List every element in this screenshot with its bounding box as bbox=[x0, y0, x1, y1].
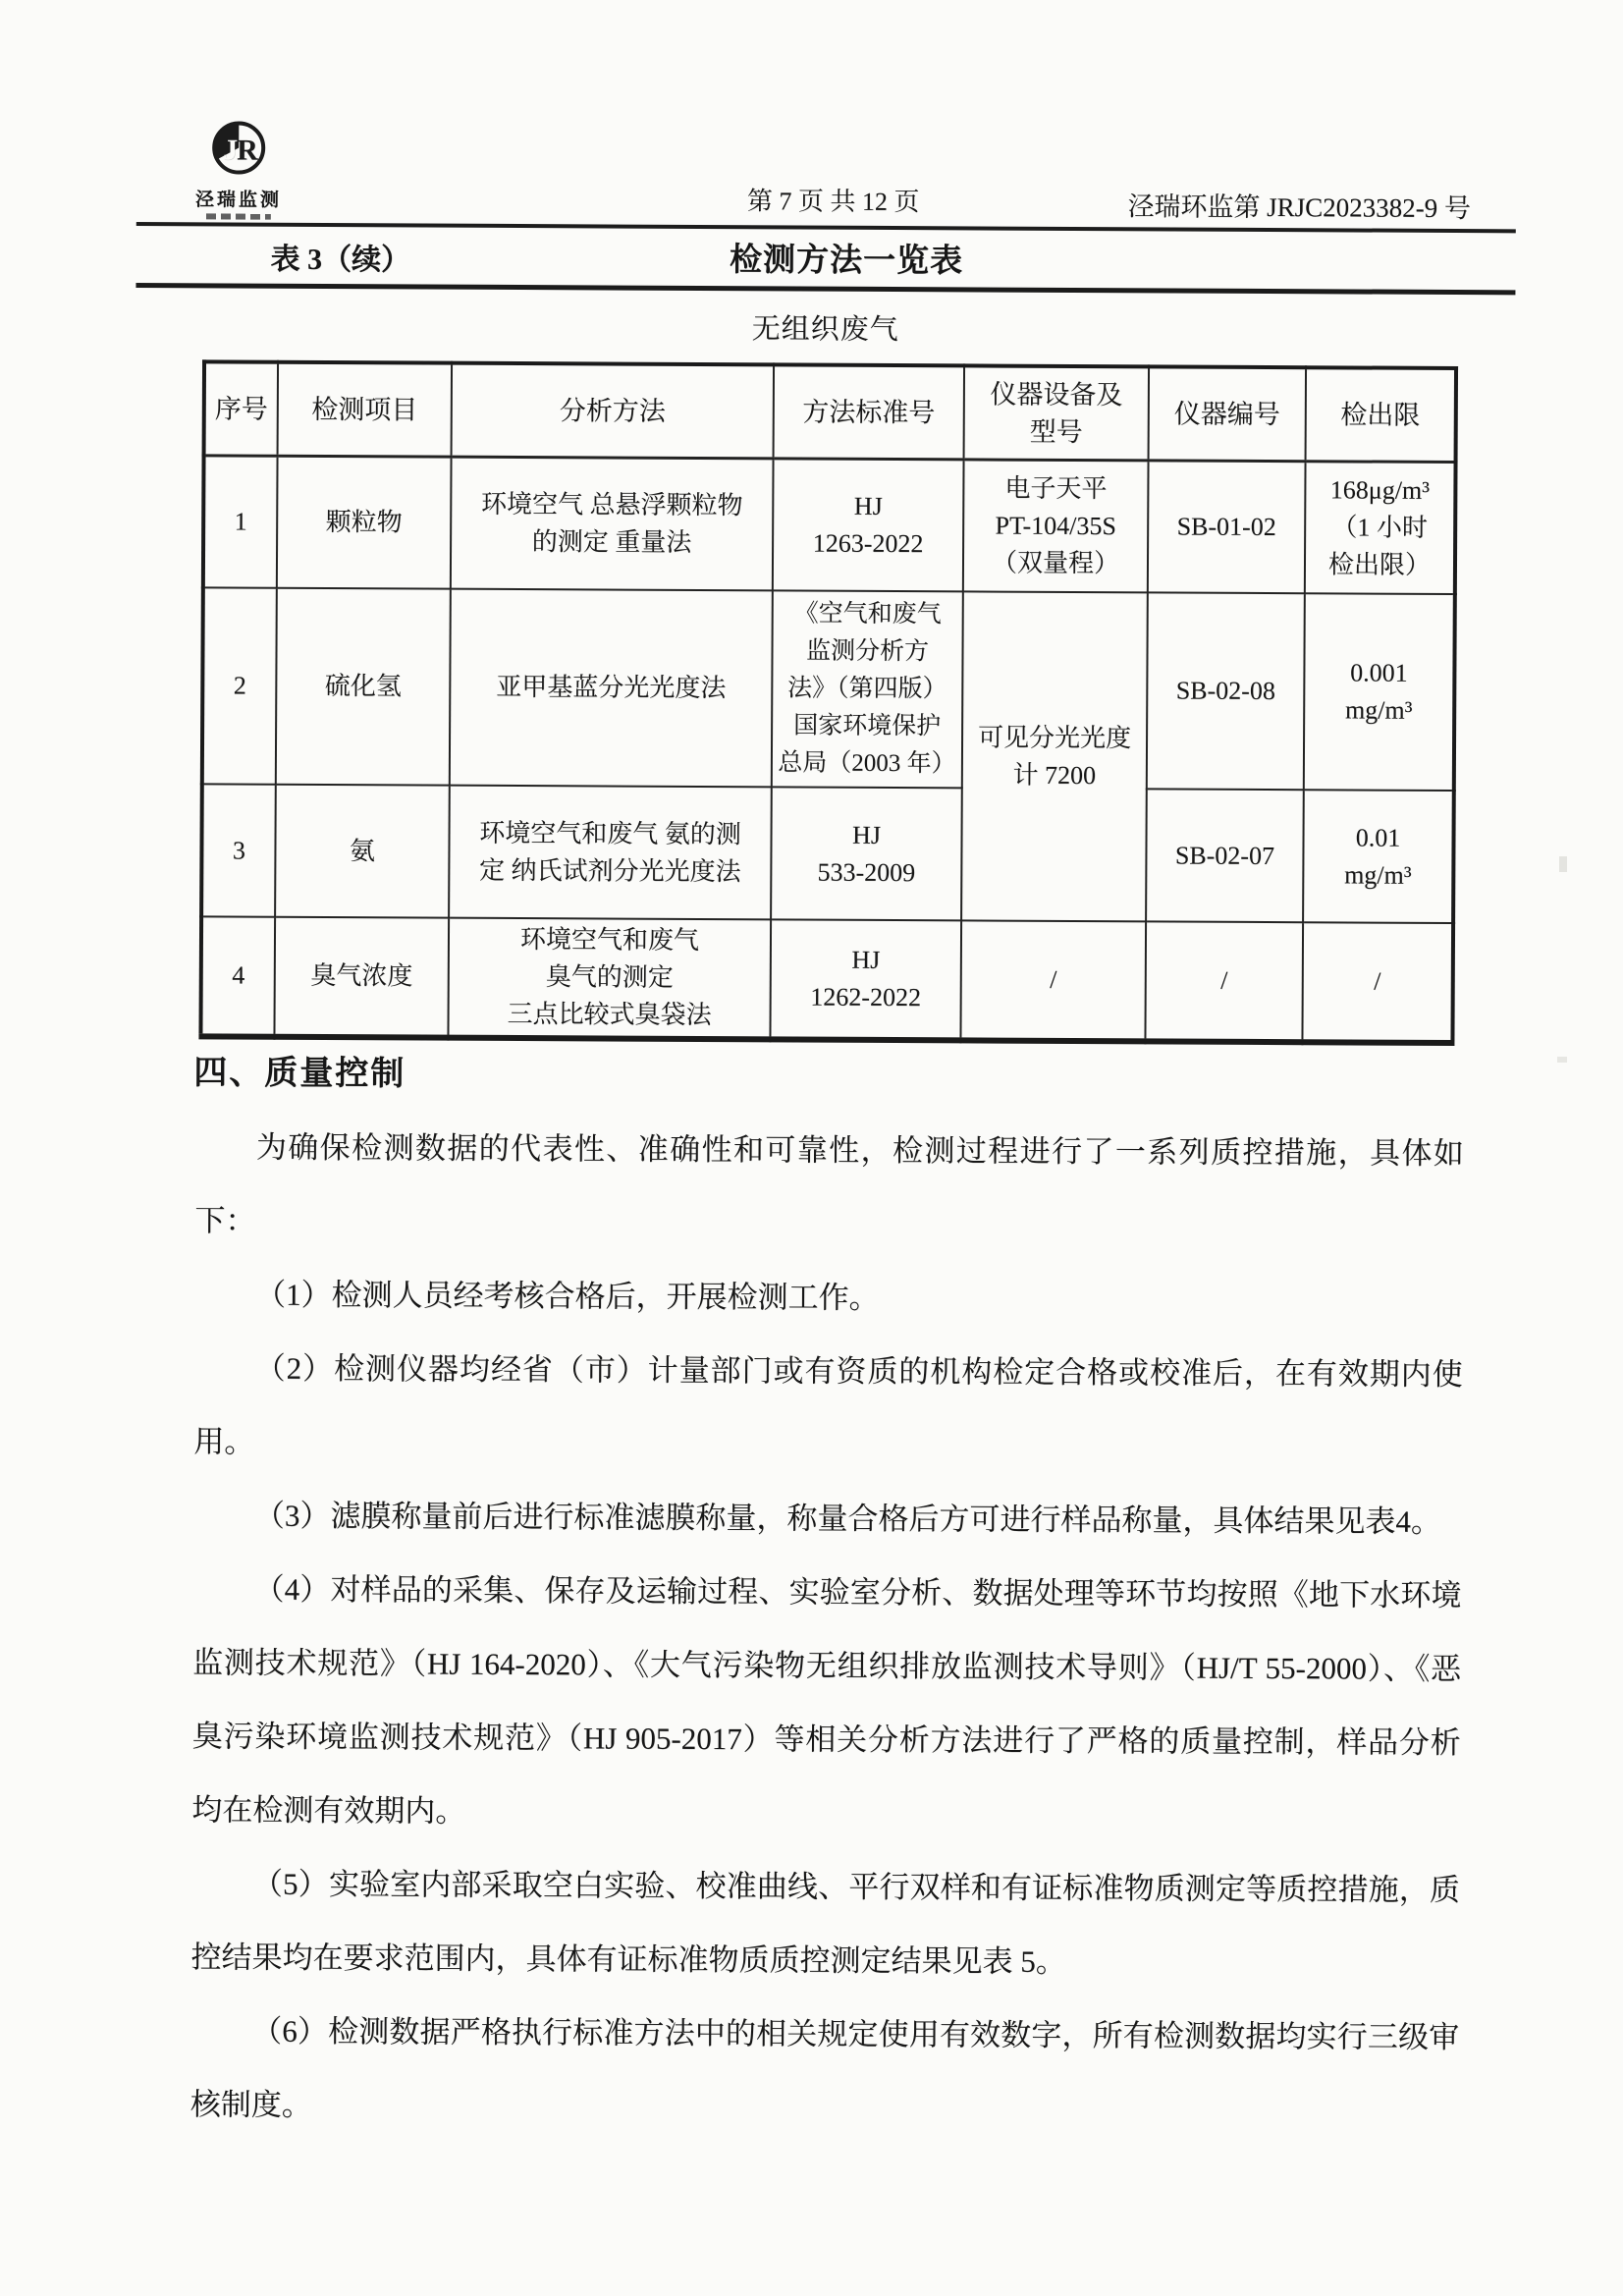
page-content bbox=[127, 112, 1517, 2148]
company-logo bbox=[180, 118, 298, 220]
cell-method: 亚甲基蓝分光光度法 bbox=[450, 589, 773, 788]
table-title: 检测方法一览表 bbox=[730, 243, 964, 280]
section-body bbox=[127, 1110, 1511, 2148]
cell-standard: HJ 1262-2022 bbox=[770, 919, 961, 1040]
col-header-detection-limit: 检出限 bbox=[1306, 367, 1456, 462]
table-row bbox=[200, 916, 1453, 1043]
cell-instrument-merged: 可见分光光度 计 7200 bbox=[961, 591, 1148, 921]
col-header-instrument-id: 仪器编号 bbox=[1149, 366, 1306, 461]
cell-no: 3 bbox=[201, 784, 276, 916]
table-header-row bbox=[204, 361, 1456, 462]
logo-subtext-mark bbox=[206, 213, 271, 219]
scan-artifact bbox=[1557, 1057, 1567, 1063]
cell-method: 环境空气和废气 氨的测 定 纳氏试剂分光光度法 bbox=[449, 786, 772, 920]
scan-artifact bbox=[1559, 856, 1567, 872]
report-number: 泾瑞环监第 JRJC2023382-9 号 bbox=[1127, 191, 1471, 224]
section-heading: 四、质量控制 bbox=[193, 1055, 406, 1093]
col-header-no: 序号 bbox=[204, 361, 278, 455]
paragraph: 为确保检测数据的代表性、准确性和可靠性，检测过程进行了一系列质控措施，具体如下： bbox=[194, 1129, 1464, 1238]
cell-standard: HJ 533-2009 bbox=[771, 787, 962, 920]
cell-no: 4 bbox=[200, 916, 275, 1036]
page-header bbox=[136, 112, 1517, 233]
cell-instrument-id: SB-01-02 bbox=[1148, 460, 1306, 593]
table-subtitle: 无组织废气 bbox=[751, 313, 899, 347]
paragraph: （1）检测人员经考核合格后，开展检测工作。 bbox=[254, 1277, 880, 1315]
cell-detection-limit: 0.01 mg/m³ bbox=[1303, 790, 1454, 923]
col-header-item: 检测项目 bbox=[278, 362, 452, 457]
methods-table bbox=[198, 359, 1458, 1046]
table-row bbox=[201, 784, 1454, 923]
cell-no: 1 bbox=[203, 455, 278, 587]
cell-item: 氨 bbox=[275, 785, 450, 918]
cell-no: 2 bbox=[202, 587, 277, 784]
cell-instrument-id: / bbox=[1145, 921, 1303, 1042]
paragraph: （6）检测数据严格执行标准方法中的相关规定使用有效数字，所有检测数据均实行三级审核制度。 bbox=[189, 2013, 1460, 2122]
paragraph: （2）检测仪器均经省（市）计量部门或有资质的机构检定合格或校准后，在有效期内使用。 bbox=[193, 1350, 1463, 1459]
cell-detection-limit: / bbox=[1302, 922, 1453, 1043]
cell-item: 臭气浓度 bbox=[274, 917, 449, 1038]
logo-letter-j: J bbox=[223, 134, 239, 167]
logo-company-name: 泾瑞监测 bbox=[194, 190, 282, 211]
cell-detection-limit: 0.001 mg/m³ bbox=[1304, 593, 1455, 791]
paragraph: （4）对样品的采集、保存及运输过程、实验室分析、数据处理等环节均按照《地下水环境监测技术规范》（HJ 164-2020）、《大气污染物无组织排放监测技术导则》（HJ/T 55-2000）、《恶臭污染环境监测技术规范》（HJ 905-2017）等相关分析方法进行了严格的质量控制，样品分析均在检测有效期内。 bbox=[191, 1571, 1462, 1829]
cell-instrument: / bbox=[960, 920, 1146, 1041]
cell-method: 环境空气 总悬浮颗粒物 的测定 重量法 bbox=[451, 457, 774, 591]
col-header-method: 分析方法 bbox=[452, 363, 774, 459]
cell-item: 颗粒物 bbox=[277, 456, 452, 589]
table-row bbox=[203, 455, 1456, 594]
page-number: 第 7 页 共 12 页 bbox=[746, 187, 920, 217]
logo-letter-r: R bbox=[237, 134, 258, 167]
cell-item: 硫化氢 bbox=[276, 588, 451, 786]
jr-monogram-icon bbox=[208, 118, 269, 179]
paragraph: （5）实验室内部采取空白实验、校准曲线、平行双样和有证标准物质测定等质控措施，质控结果均在要求范围内，具体有证标准物质质控测定结果见表 5。 bbox=[190, 1866, 1461, 1979]
table-label: 表 3（续） bbox=[270, 243, 411, 277]
col-header-instrument: 仪器设备及 型号 bbox=[964, 365, 1149, 460]
col-header-standard: 方法标准号 bbox=[774, 364, 964, 459]
cell-standard: 《空气和废气 监测分析方 法》（第四版） 国家环境保护 总局（2003 年） bbox=[772, 590, 963, 788]
table-title-band bbox=[135, 226, 1515, 295]
cell-standard: HJ 1263-2022 bbox=[773, 458, 964, 591]
paragraph: （3）滤膜称量前后进行标准滤膜称量，称量合格后方可进行样品称量，具体结果见表4。 bbox=[253, 1498, 1441, 1539]
table-row bbox=[202, 587, 1455, 791]
cell-instrument-id: SB-02-08 bbox=[1147, 592, 1305, 790]
cell-method: 环境空气和废气 臭气的测定 三点比较式臭袋法 bbox=[448, 918, 771, 1040]
cell-instrument: 电子天平 PT-104/35S （双量程） bbox=[963, 459, 1149, 592]
cell-instrument-id: SB-02-07 bbox=[1146, 789, 1304, 922]
cell-detection-limit: 168μg/m³ （1 小时 检出限） bbox=[1305, 461, 1456, 594]
